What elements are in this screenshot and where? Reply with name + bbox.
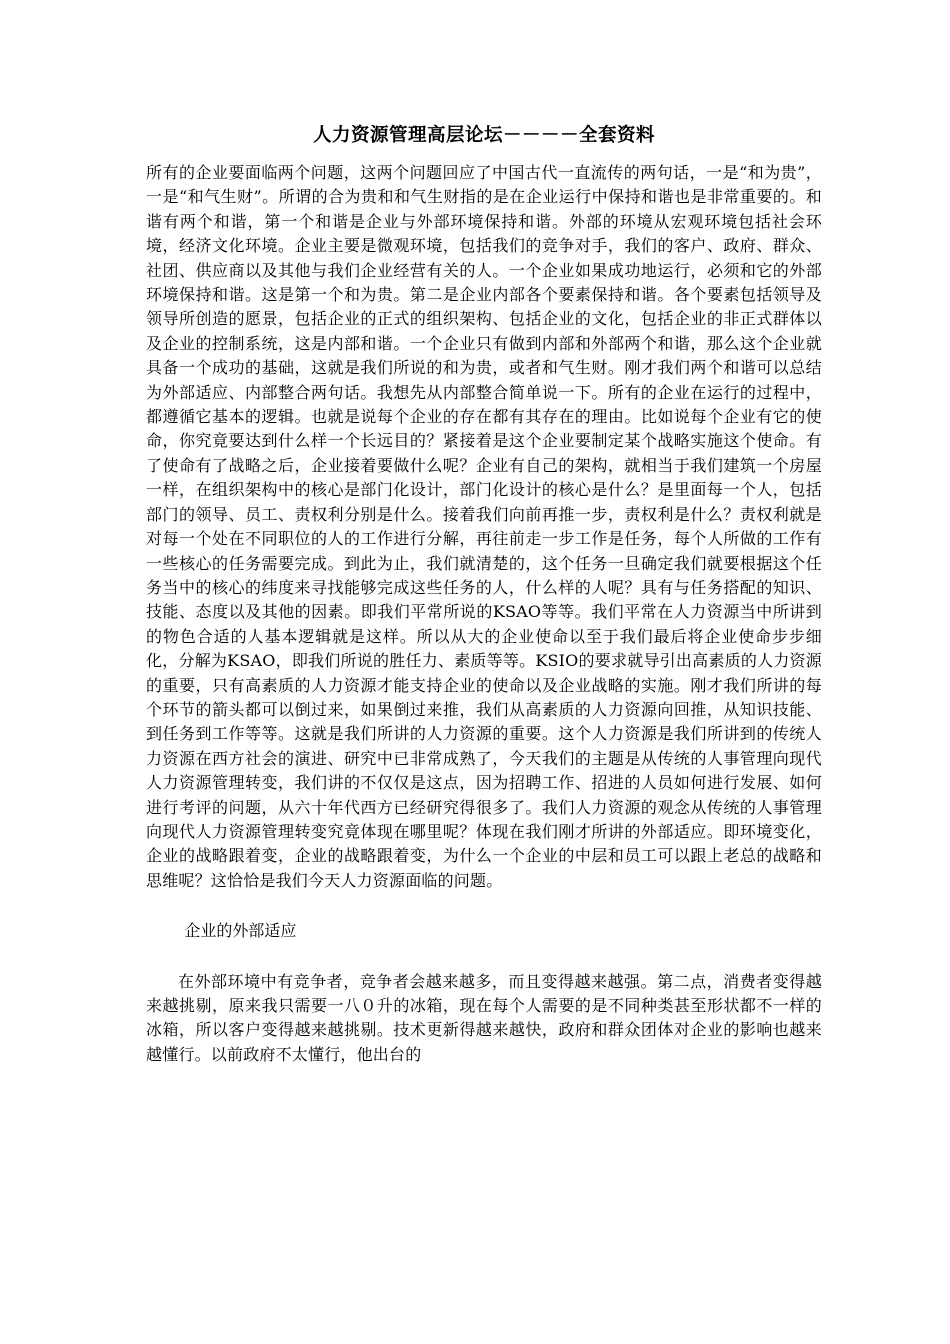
body-paragraph: 所有的企业要面临两个问题，这两个问题回应了中国古代一直流传的两句话，一是“和为贵”，一是“和气生财”。所谓的合为贵和和气生财指的是在企业运行中保持和谐也是非常重要的。和谐有两个和谐，第一个和谐是企业与外部环境保持和谐。外部的环境从宏观环境包括社会环境，经济文化环境。企业主要是微观环境，包括我们的竞争对手，我们的客户、政府、群众、社团、供应商以及其他与我们企业经营有关的人。一个企业如果成功地运行，必须和它的外部环境保持和谐。这是第一个和为贵。第二是企业内部各个要素保持和谐。各个要素包括领导及领导所创造的愿景，包括企业的正式的组织架构、包括企业的文化，包括企业的非正式群体以及企业的控制系统，这是内部和谐。一个企业只有做到内部和外部两个和谐，那么这个企业就具备一个成功的基础，这就是我们所说的和为贵，或者和气生财。刚才我们两个和谐可以总结为外部适应、内部整合两句话。我想先从内部整合简单说一下。所有的企业在运行的过程中，都遵循它基本的逻辑。也就是说每个企业的存在都有其存在的理由。比如说每个企业有它的使命，你究竟要达到什么样一个长远目的？紧接着是这个企业要制定某个战略实施这个使命。有了使命有了战略之后，企业接着要做什么呢？企业有自己的架构，就相当于我们建筑一个房屋一样，在组织架构中的核心是部门化设计，部门化设计的核心是什么？是里面每一个人，包括部门的领导、员工、责权利分别是什么。接着我们向前再推一步，责权利是什么？责权利就是对每一个处在不同职位的人的工作进行分解，再往前走一步工作是任务，每个人所做的工作有一些核心的任务需要完成。到此为止，我们就清楚的，这个任务一旦确定我们就要根据这个任务当中的核心的纬度来寻找能够完成这些任务的人，什么样的人呢？具有与任务搭配的知识、技能、态度以及其他的因素。即我们平常所说的KSAO等等。我们平常在人力资源当中所讲到的物色合适的人基本逻辑就是这样。所以从大的企业使命以至于我们最后将企业使命步步细化，分解为KSAO，即我们所说的胜任力、素质等等。KSIO的要求就导引出高素质的人力资源的重要，只有高素质的人力资源才能支持企业的使命以及企业战略的实施。刚才我们所讲的每个环节的箭头都可以倒过来，如果倒过来推，我们从高素质的人力资源向回推，从知识技能、到任务到工作等等。这就是我们所讲的人力资源的重要。这个人力资源是我们所讲到的传统人力资源在西方社会的演进、研究中已非常成熟了，今天我们的主题是从传统的人事管理向现代人力资源管理转变，我们讲的不仅仅是这点，因为招聘工作、招进的人员如何进行发展、如何进行考评的问题，从六十年代西方已经研究得很多了。我们人力资源的观念从传统的人事管理向现代人力资源管理转变究竟体现在哪里呢？体现在我们刚才所讲的外部适应。即环境变化，企业的战略跟着变，企业的战略跟着变，为什么一个企业的中层和员工可以跟上老总的战略和思维呢？这恰恰是我们今天人力资源面临的问题。 (146, 163, 822, 890)
section-heading: 企业的外部适应 (184, 921, 297, 941)
body-paragraph: 在外部环境中有竞争者，竞争者会越来越多，而且变得越来越强。第二点，消费者变得越来越挑剔，原来我只需要一八０升的冰箱，现在每个人需要的是不同种类甚至形状都不一样的冰箱，所以客户变得越来越挑剔。技术更新得越来越快，政府和群众团体对企业的影响也越来越懂行。以前政府不太懂行，他出台的 (146, 971, 822, 1064)
document-page (146, 123, 822, 1067)
document-title: 人力资源管理高层论坛－－－－全套资料 (312, 125, 655, 146)
